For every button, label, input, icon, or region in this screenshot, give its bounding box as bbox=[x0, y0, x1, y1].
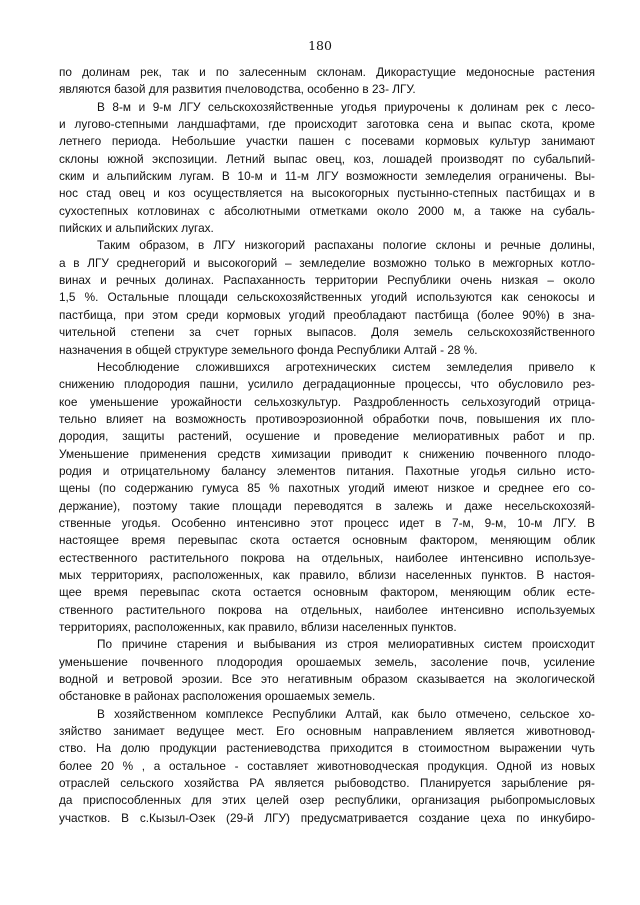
text-line: пастбища, при этом среди кормовых угодий преобладают пастбища (более 90%) в зна- bbox=[59, 307, 595, 322]
text-line: ственного растительного покрова на отдельных, наиболее интенсивно используемых bbox=[59, 602, 595, 617]
text-line: пийских и альпийских лугах. bbox=[59, 221, 214, 236]
text-line: являются базой для развития пчеловодства, особенно в 23- ЛГУ. bbox=[59, 82, 416, 97]
text-line: летнего периода. Небольшие участки пашен с посевами кормовых культур занимают bbox=[59, 134, 595, 149]
text-line: В 8-м и 9-м ЛГУ сельскохозяйственные угодья приурочены к долинам рек с лесо- bbox=[97, 99, 595, 114]
text-line: естественного растительного покрова на отдельных, наиболее интенсивно используе- bbox=[59, 550, 595, 565]
text-line: нос стад овец и коз осуществляется на высокогорных пустынно-степных пастбищах и в bbox=[59, 186, 595, 201]
text-line: назначения в общей структуре земельного фонда Республики Алтай - 28 %. bbox=[59, 342, 478, 357]
text-line: тельно влияет на возможность противоэрозионной обработки почв, повышения их пло- bbox=[59, 411, 595, 426]
text-line: В хозяйственном комплексе Республики Алтай, как было отмечено, сельское хо- bbox=[97, 706, 595, 721]
text-line: зяйство занимает ведущее мест. Его основным направлением является животновод- bbox=[59, 724, 595, 739]
text-line: настоящее время перевыпас скота остается основным фактором, меняющим облик bbox=[59, 533, 595, 548]
page-number: 180 bbox=[308, 38, 332, 53]
text-line: Уменьшение применения средств химизации приводит к снижению почвенного плодо- bbox=[59, 446, 595, 461]
text-line: водной и ветровой эрозии. Все это негативным образом сказывается на экологической bbox=[59, 672, 595, 687]
text-line: по долинам рек, так и по залесенным склонам. Дикорастущие медоносные растения bbox=[59, 65, 595, 79]
text-line: Несоблюдение сложившихся агротехнических систем земледелия привело к bbox=[97, 359, 595, 374]
document-body bbox=[59, 64, 595, 827]
text-line: территориях, расположенных, как правило, вблизи населенных пунктов. bbox=[59, 620, 457, 634]
text-line: сухостепных котловинах с абсолютными отметками около 2000 м, а также на субаль- bbox=[59, 203, 595, 218]
text-line: склоны южной экспозиции. Летний выпас овец, коз, лошадей производят по субальпий- bbox=[59, 151, 595, 166]
text-line: кое уменьшение урожайности сельхозкультур. Раздробленность сельхозугодий отрица- bbox=[59, 394, 595, 409]
text-line: более 20 % , а остальное - составляет животноводческая продукция. Одной из новых bbox=[59, 758, 595, 773]
text-line: снижению плодородия пашни, усилило деградационные процессы, что обусловило рез- bbox=[59, 377, 595, 392]
text-line: да приспособленных для этих целей озер республики, организация рыбопромысловых bbox=[59, 793, 595, 808]
text-line: щее время перевыпас скота остается основным фактором, меняющим облик есте- bbox=[59, 585, 595, 600]
text-line: участков. В с.Кызыл-Озек (29-й ЛГУ) предусматривается создание цеха по инкубиро- bbox=[59, 810, 595, 825]
text-line: держание), поэтому такие площади переводятся в залежь и даже несельскохозяй- bbox=[59, 498, 595, 513]
text-line: уменьшение почвенного плодородия орошаемых земель, засоление почв, усиление bbox=[59, 654, 595, 669]
text-line: а в ЛГУ среднегорий и высокогорий – земледелие возможно только в межгорных котло- bbox=[59, 255, 595, 270]
text-line: родия и отрицательному балансу элементов питания. Пахотные угодья сильно исто- bbox=[59, 463, 595, 478]
text-line: 1,5 %. Остальные площади сельскохозяйственных угодий используются как сенокосы и bbox=[59, 290, 595, 305]
text-line: По причине старения и выбывания из строя мелиоративных систем происходит bbox=[97, 637, 595, 652]
text-line: обстановке в районах расположения орошаемых земель. bbox=[59, 689, 376, 704]
text-line: ство. На долю продукции растениеводства приходится в стоимостном выражении чуть bbox=[59, 741, 595, 756]
text-line: мых территориях, расположенных, как правило, вблизи населенных пунктов. В настоя- bbox=[59, 567, 595, 582]
text-line: ственные угодья. Особенно интенсивно этот процесс идет в 7-м, 9-м, 10-м ЛГУ. В bbox=[59, 515, 595, 530]
text-line: отраслей сельского хозяйства РА является рыбоводство. Планируется зарыбление ря- bbox=[59, 776, 595, 791]
text-line: ским и альпийским лугам. В 10-м и 11-м ЛГУ возможности земледелия ограничены. Вы- bbox=[59, 169, 595, 184]
text-line: чительной степени за счет горных выпасов. Доля земель сельскохозяйственного bbox=[59, 325, 595, 340]
text-line: щены (по содержанию гумуса 85 % пахотных угодий имеют низкое и среднее его со- bbox=[59, 481, 595, 496]
text-line: и лугово-степными ландшафтами, где происходит заготовка сена и выпас скота, кроме bbox=[59, 117, 595, 132]
text-line: Таким образом, в ЛГУ низкогорий распаханы пологие склоны и речные долины, bbox=[97, 238, 595, 253]
text-line: дородия, защиты растений, осушение и проведение мелиоративных работ и пр. bbox=[59, 429, 595, 444]
text-line: винах и речных долинах. Распаханность территории Республики очень низкая – около bbox=[59, 273, 595, 288]
